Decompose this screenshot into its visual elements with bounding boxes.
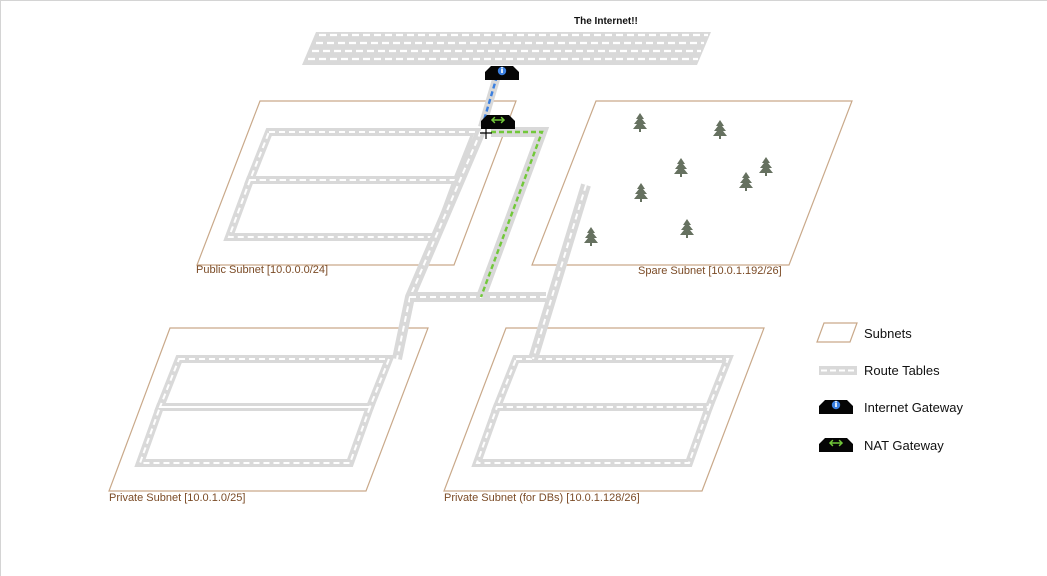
legend-route-tables-label: Route Tables [864, 363, 940, 378]
legend-internet-gateway-icon [819, 400, 853, 414]
internet-roads [302, 32, 711, 65]
public-subnet-label: Public Subnet [10.0.0.0/24] [196, 264, 329, 276]
nat-gateway-icon [481, 115, 515, 129]
spare-subnet-trees [584, 113, 773, 246]
legend-internet-gateway-label: Internet Gateway [864, 400, 963, 415]
legend-route-table-icon [819, 366, 857, 375]
legend-symbols [817, 323, 857, 452]
legend-subnets-label: Subnets [864, 326, 912, 341]
internet-gateway-icon [485, 66, 519, 80]
spare-subnet-plane [532, 101, 852, 265]
network-diagram [1, 1, 1047, 576]
private-db-route-table [477, 359, 728, 463]
private-route-table [140, 359, 389, 463]
internet-label: The Internet!! [574, 16, 638, 27]
private-db-subnet-label: Private Subnet (for DBs) [10.0.1.128/26] [444, 492, 640, 504]
legend-nat-gateway-icon [819, 438, 853, 452]
legend-subnet-icon [817, 323, 857, 342]
legend-nat-gateway-label: NAT Gateway [864, 438, 944, 453]
private-subnet-label: Private Subnet [10.0.1.0/25] [109, 492, 246, 504]
spare-subnet-label: Spare Subnet [10.0.1.192/26] [638, 265, 782, 277]
